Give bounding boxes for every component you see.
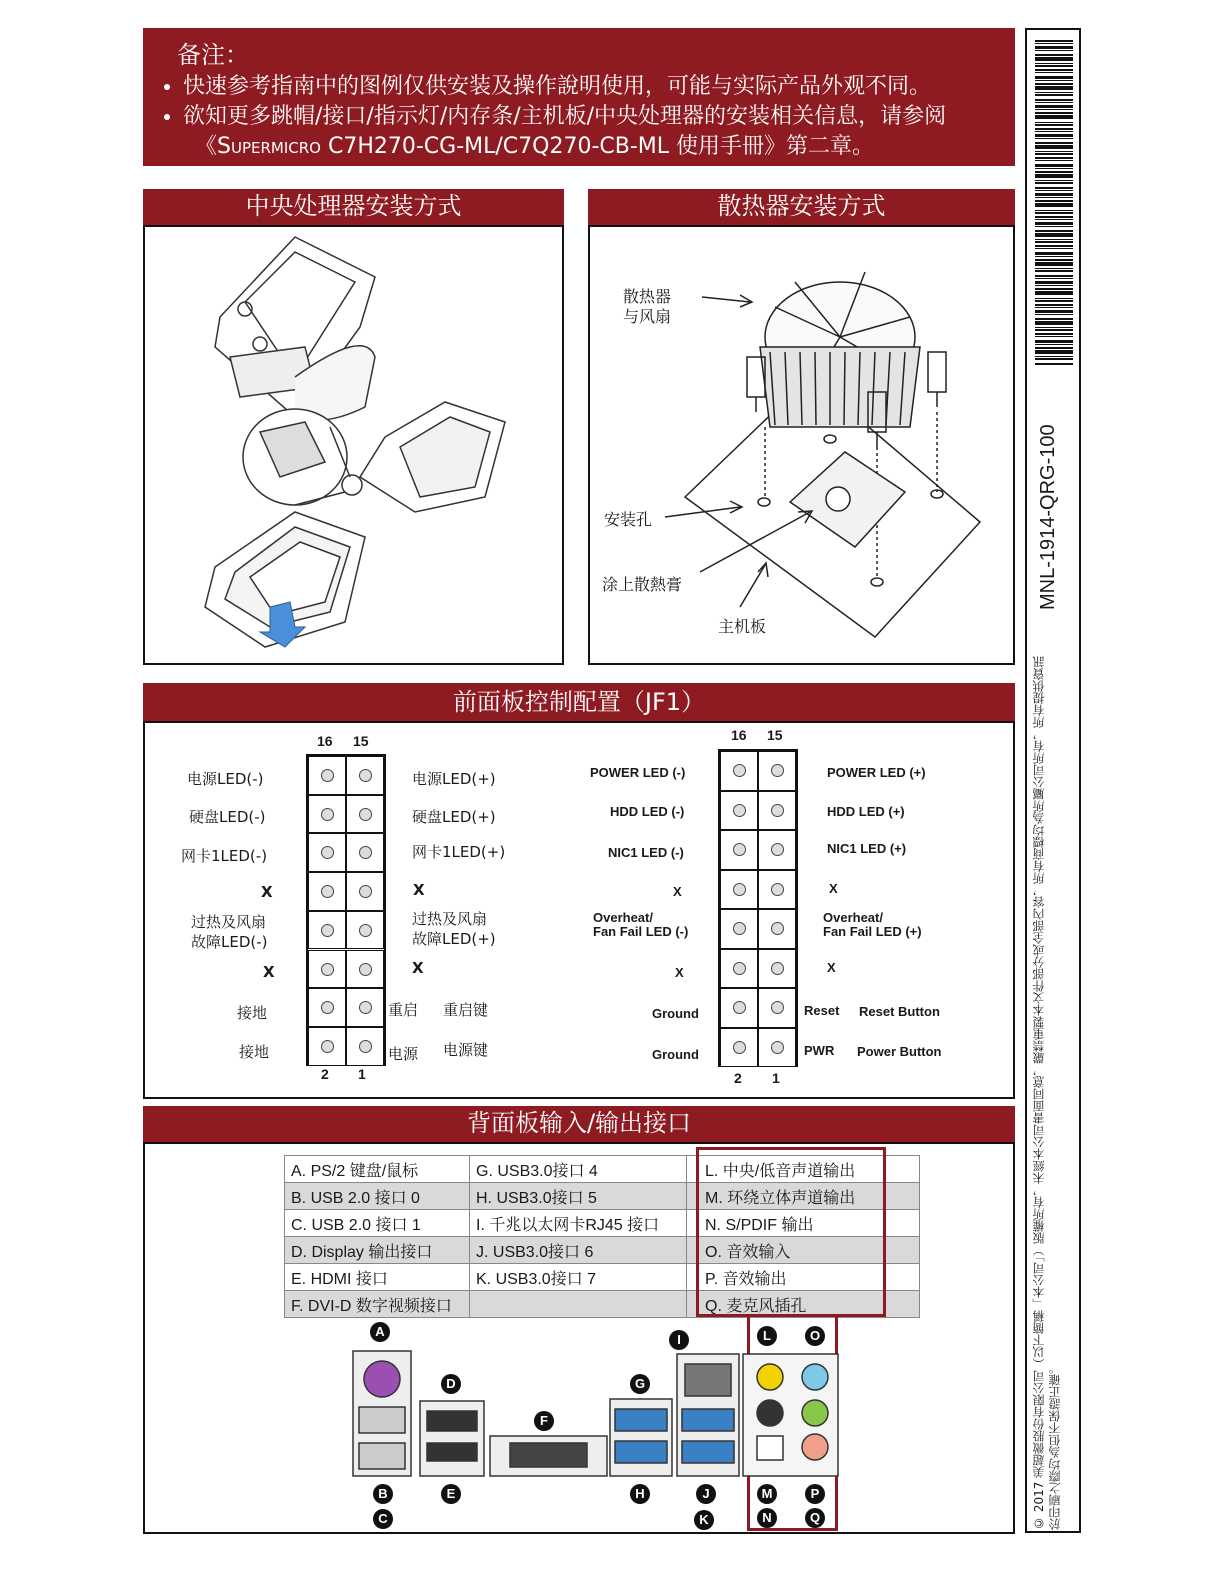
barcode-bar — [1035, 270, 1073, 272]
io-legend-cell: N. S/PDIF 输出 — [687, 1210, 920, 1237]
barcode-bar — [1035, 124, 1073, 126]
barcode-bar — [1035, 131, 1073, 132]
cn-right-label: 电源 — [388, 1045, 419, 1063]
barcode-bar — [1035, 262, 1073, 266]
barcode-bar — [1035, 281, 1073, 284]
barcode-bar — [1035, 151, 1073, 152]
barcode-bar — [1035, 168, 1073, 169]
barcode-bar — [1035, 69, 1073, 71]
fan-label: 散热器 与风扇 — [623, 287, 672, 326]
notes-title: 备注： — [177, 41, 249, 69]
pin-2: 2 — [321, 1066, 329, 1082]
cn-left-label: 接地 — [237, 1004, 268, 1022]
barcode-bar — [1035, 50, 1073, 51]
cn-left-label: 网卡1LED(-) — [181, 847, 268, 865]
cpu-install-illustration — [145, 227, 562, 663]
jf1-pin — [346, 1027, 384, 1066]
io-legend-cell: F. DVI-D 数字视频接口 — [285, 1291, 470, 1318]
pin-1: 1 — [772, 1070, 780, 1086]
jf1-pin — [308, 795, 346, 834]
cn-key-label: 电源键 — [443, 1041, 489, 1059]
port-badge-f: F — [534, 1411, 554, 1431]
pin-1: 1 — [358, 1066, 366, 1082]
manual-open: 《 — [195, 134, 218, 159]
notes-item: • 快速参考指南中的图例仅供安装及操作說明使用，可能与实际产品外观不同。 — [183, 72, 997, 102]
en-key-label: Power Button — [857, 1044, 942, 1059]
cn-left-label: 电源LED(-) — [187, 770, 264, 788]
manual-reference — [163, 132, 997, 162]
barcode-bar — [1035, 318, 1073, 320]
barcode-bar — [1035, 239, 1073, 240]
en-key-label: Reset Button — [859, 1004, 940, 1019]
audio-highlight-frame — [696, 1147, 886, 1317]
barcode-bar — [1035, 63, 1073, 64]
barcode-bar — [1035, 40, 1073, 42]
barcode-bar — [1035, 80, 1073, 81]
barcode-bar — [1035, 57, 1073, 61]
jf1-pin — [346, 756, 384, 795]
jf1-pin — [720, 870, 758, 910]
jf1-pin — [346, 950, 384, 989]
io-legend-cell: K. USB3.0接口 7 — [470, 1264, 687, 1291]
jf1-pin — [758, 751, 796, 791]
en-left-label: POWER LED (-) — [590, 765, 686, 780]
cn-right-label: X — [413, 881, 425, 899]
barcode-bar — [1035, 180, 1073, 181]
barcode-bar — [1035, 102, 1073, 103]
barcode-bar — [1035, 112, 1073, 114]
cn-left-label: X — [263, 963, 275, 981]
barcode-bar — [1035, 300, 1073, 302]
cn-right-label: X — [412, 959, 424, 977]
motherboard-label: 主机板 — [718, 617, 767, 636]
pin-2: 2 — [734, 1070, 742, 1086]
jf1-figure — [143, 721, 1015, 1099]
barcode-bar — [1035, 304, 1073, 306]
barcode-bar — [1035, 347, 1073, 349]
en-right-label: POWER LED (+) — [827, 765, 926, 780]
barcode-bar — [1035, 76, 1073, 79]
jf1-pin — [346, 872, 384, 911]
barcode-bar — [1035, 268, 1073, 269]
barcode-bar — [1035, 327, 1073, 328]
jf1-pin — [758, 988, 796, 1028]
barcode-bar — [1035, 164, 1073, 167]
barcode-bar — [1035, 153, 1073, 155]
manual-brand: Supermicro — [217, 134, 321, 159]
port-badge-k: K — [694, 1510, 714, 1530]
side-strip — [1025, 28, 1081, 1533]
cn-right-label: 电源LED(+) — [412, 770, 496, 788]
io-legend-cell: M. 环绕立体声道输出 — [687, 1183, 920, 1210]
thermal-paste-label: 涂上散熱膏 — [602, 575, 683, 594]
jf1-section-title: 前面板控制配置（JF1） — [143, 683, 1015, 721]
barcode-bar — [1035, 314, 1073, 315]
barcode-bar — [1035, 171, 1073, 173]
barcode-bar — [1035, 157, 1073, 159]
io-legend-cell — [470, 1291, 687, 1318]
jf1-pin — [758, 909, 796, 949]
en-left-label: Overheat/ Fan Fail LED (-) — [593, 910, 689, 939]
barcode-bar — [1035, 216, 1073, 218]
jf1-pin — [720, 988, 758, 1028]
barcode-bar — [1035, 329, 1073, 331]
barcode-bar — [1035, 142, 1073, 144]
copyright-notice: © 2017 美超微股份有限公司（以下簡稱「本公司」）版權所有，未經本公司書面同意，嚴禁重製本文件部分或全部內容，所有商標均為所屬公司所有，所有提供資訊 於印刷之際均為但不保證正確。 — [1032, 655, 1062, 1530]
barcode-bar — [1035, 285, 1073, 286]
barcode-bar — [1035, 226, 1073, 227]
port-badge-q: Q — [805, 1508, 825, 1528]
en-right-label: NIC1 LED (+) — [827, 841, 907, 856]
barcode-bar — [1035, 275, 1073, 277]
barcode-bar — [1035, 288, 1073, 290]
barcode-bar — [1035, 356, 1073, 357]
barcode-bar — [1035, 174, 1073, 178]
cn-right-label: 网卡1LED(+) — [412, 843, 506, 861]
barcode-bar — [1035, 310, 1073, 313]
barcode-bar — [1035, 46, 1073, 49]
cn-right-label: 硬盘LED(+) — [412, 808, 496, 826]
barcode-bar — [1035, 363, 1073, 365]
port-badge-e: E — [441, 1484, 461, 1504]
barcode-bar — [1035, 203, 1073, 207]
pin-16: 16 — [731, 727, 747, 743]
barcode-bar — [1035, 99, 1073, 101]
mounting-hole-label: 安装孔 — [604, 510, 653, 529]
jf1-pin — [720, 751, 758, 791]
cpu-install-figure — [143, 225, 564, 665]
barcode-bar — [1035, 72, 1073, 73]
en-right-label: PWR — [804, 1043, 835, 1058]
barcode-bar — [1035, 54, 1073, 56]
barcode-bar — [1035, 187, 1073, 189]
barcode-bar — [1035, 134, 1073, 137]
jf1-pin — [308, 756, 346, 795]
jf1-pin — [308, 911, 346, 950]
barcode-bar — [1035, 210, 1073, 211]
barcode-bar — [1035, 92, 1073, 93]
port-badge-l: L — [757, 1326, 777, 1346]
cpu-section-title: 中央处理器安装方式 — [143, 189, 564, 225]
barcode-bar — [1035, 145, 1073, 149]
barcode-bar — [1035, 350, 1073, 354]
io-legend-cell: O. 音效输入 — [687, 1237, 920, 1264]
heatsink-section-title: 散热器安装方式 — [588, 189, 1015, 225]
en-left-label: X — [675, 965, 684, 980]
jf1-pin — [758, 870, 796, 910]
en-left-label: Ground — [652, 1006, 699, 1021]
barcode-bar — [1035, 336, 1073, 337]
barcode-bar — [1035, 83, 1073, 85]
jf1-pin — [308, 872, 346, 911]
barcode-bar — [1035, 115, 1073, 119]
jf1-pin-grid-en — [718, 749, 798, 1067]
io-legend-cell: A. PS/2 键盘/鼠标 — [285, 1156, 470, 1183]
barcode-bar — [1035, 128, 1073, 130]
barcode-bar — [1035, 193, 1073, 196]
cn-left-label: 硬盘LED(-) — [189, 808, 266, 826]
jf1-pin — [758, 791, 796, 831]
part-number: MNL-1914-QRG-100 — [1037, 424, 1059, 610]
io-legend-cell: D. Display 输出接口 — [285, 1237, 470, 1264]
barcode-bar — [1035, 190, 1073, 191]
io-legend-cell: H. USB3.0接口 5 — [470, 1183, 687, 1210]
jf1-pin — [720, 1028, 758, 1068]
barcode-bar — [1035, 245, 1073, 247]
barcode-bar — [1035, 230, 1073, 232]
io-legend-cell: E. HDMI 接口 — [285, 1264, 470, 1291]
jf1-pin — [720, 949, 758, 989]
jf1-pin — [720, 791, 758, 831]
barcode-bar — [1035, 109, 1073, 110]
pin-16: 16 — [317, 733, 333, 749]
barcode-bar — [1035, 278, 1073, 279]
io-legend-cell: G. USB3.0接口 4 — [470, 1156, 687, 1183]
barcode-bar — [1035, 200, 1073, 202]
jf1-pin — [346, 911, 384, 950]
io-section-title: 背面板输入/输出接口 — [143, 1106, 1015, 1142]
barcode-bar — [1035, 340, 1073, 343]
port-badge-n: N — [757, 1508, 777, 1528]
en-right-label: Overheat/ Fan Fail LED (+) — [823, 910, 922, 939]
en-right-label: Reset — [804, 1003, 840, 1018]
port-badge-c: C — [373, 1509, 393, 1529]
port-badge-a: A — [370, 1322, 390, 1342]
jf1-pin — [720, 909, 758, 949]
io-legend-cell: B. USB 2.0 接口 0 — [285, 1183, 470, 1210]
manual-rest: C7H270-CG-ML/C7Q270-CB-ML 使用手冊》第二章。 — [320, 134, 875, 159]
barcode-bar — [1035, 197, 1073, 198]
en-left-label: X — [673, 884, 682, 899]
port-badge-d: D — [441, 1374, 461, 1394]
barcode-bar — [1035, 252, 1073, 255]
cn-left-label: X — [261, 883, 273, 901]
barcode-bar — [1035, 43, 1073, 44]
barcode-bar — [1035, 122, 1073, 123]
en-right-label: X — [829, 881, 838, 896]
barcode-bar — [1035, 241, 1073, 243]
barcode-bar — [1035, 219, 1073, 220]
en-left-label: NIC1 LED (-) — [608, 845, 684, 860]
barcode-bar — [1035, 291, 1073, 295]
jf1-pin-grid-cn — [306, 754, 386, 1066]
barcode-bar — [1035, 256, 1073, 257]
jf1-pin — [308, 1027, 346, 1066]
en-left-label: Ground — [652, 1047, 699, 1062]
port-badge-m: M — [757, 1484, 777, 1504]
port-badge-p: P — [805, 1484, 825, 1504]
io-legend-cell: C. USB 2.0 接口 1 — [285, 1210, 470, 1237]
io-figure — [143, 1142, 1015, 1534]
port-badge-i: I — [669, 1330, 689, 1350]
jf1-pin — [720, 830, 758, 870]
port-badge-b: B — [373, 1484, 393, 1504]
barcode-bar — [1035, 212, 1073, 214]
notes-item: • 欲知更多跳帽/接口/指示灯/内存条/主机板/中央处理器的安装相关信息，请参阅 — [183, 102, 997, 132]
jf1-pin — [308, 950, 346, 989]
barcode-bar — [1035, 333, 1073, 335]
barcode-bar — [1035, 94, 1073, 96]
barcode-graphic — [1035, 40, 1073, 370]
notes-list — [163, 72, 997, 132]
port-badge-h: H — [630, 1484, 650, 1504]
barcode-bar — [1035, 344, 1073, 345]
jf1-pin — [758, 949, 796, 989]
en-right-label: X — [827, 960, 836, 975]
barcode-bar — [1035, 65, 1073, 67]
en-right-label: HDD LED (+) — [827, 804, 905, 819]
io-legend-cell: L. 中央/低音声道输出 — [687, 1156, 920, 1183]
cn-left-label: 过热及风扇 故障LED(-) — [191, 913, 268, 951]
jf1-pin — [758, 830, 796, 870]
barcode-bar — [1035, 86, 1073, 90]
barcode-bar — [1035, 160, 1073, 161]
pin-15: 15 — [353, 733, 369, 749]
port-badge-j: J — [696, 1484, 716, 1504]
pin-15: 15 — [767, 727, 783, 743]
barcode-bar — [1035, 105, 1073, 108]
jf1-pin — [346, 795, 384, 834]
jf1-pin — [346, 833, 384, 872]
barcode-bar — [1035, 248, 1073, 249]
port-badge-g: G — [630, 1374, 650, 1394]
io-legend-cell: I. 千兆以太网卡RJ45 接口 — [470, 1210, 687, 1237]
notes-banner — [143, 28, 1015, 166]
cn-right-label: 重启 — [388, 1001, 419, 1019]
jf1-pin — [308, 988, 346, 1027]
port-badge-o: O — [805, 1326, 825, 1346]
barcode-bar — [1035, 222, 1073, 225]
barcode-bar — [1035, 358, 1073, 360]
barcode-bar — [1035, 298, 1073, 299]
barcode-bar — [1035, 138, 1073, 139]
cn-left-label: 接地 — [239, 1043, 270, 1061]
barcode-bar — [1035, 182, 1073, 184]
heatsink-install-figure — [588, 225, 1015, 665]
jf1-pin — [308, 833, 346, 872]
barcode-bar — [1035, 321, 1073, 325]
barcode-bar — [1035, 259, 1073, 261]
jf1-pin — [346, 988, 384, 1027]
jf1-pin — [758, 1028, 796, 1068]
io-legend-cell: Q. 麦克风插孔 — [687, 1291, 920, 1318]
cn-right-label: 过热及风扇 故障LED(+) — [412, 910, 496, 948]
io-legend-cell: J. USB3.0接口 6 — [470, 1237, 687, 1264]
cn-key-label: 重启键 — [443, 1001, 489, 1019]
barcode-bar — [1035, 307, 1073, 308]
io-legend-cell: P. 音效输出 — [687, 1264, 920, 1291]
en-left-label: HDD LED (-) — [610, 804, 685, 819]
barcode-bar — [1035, 233, 1073, 237]
